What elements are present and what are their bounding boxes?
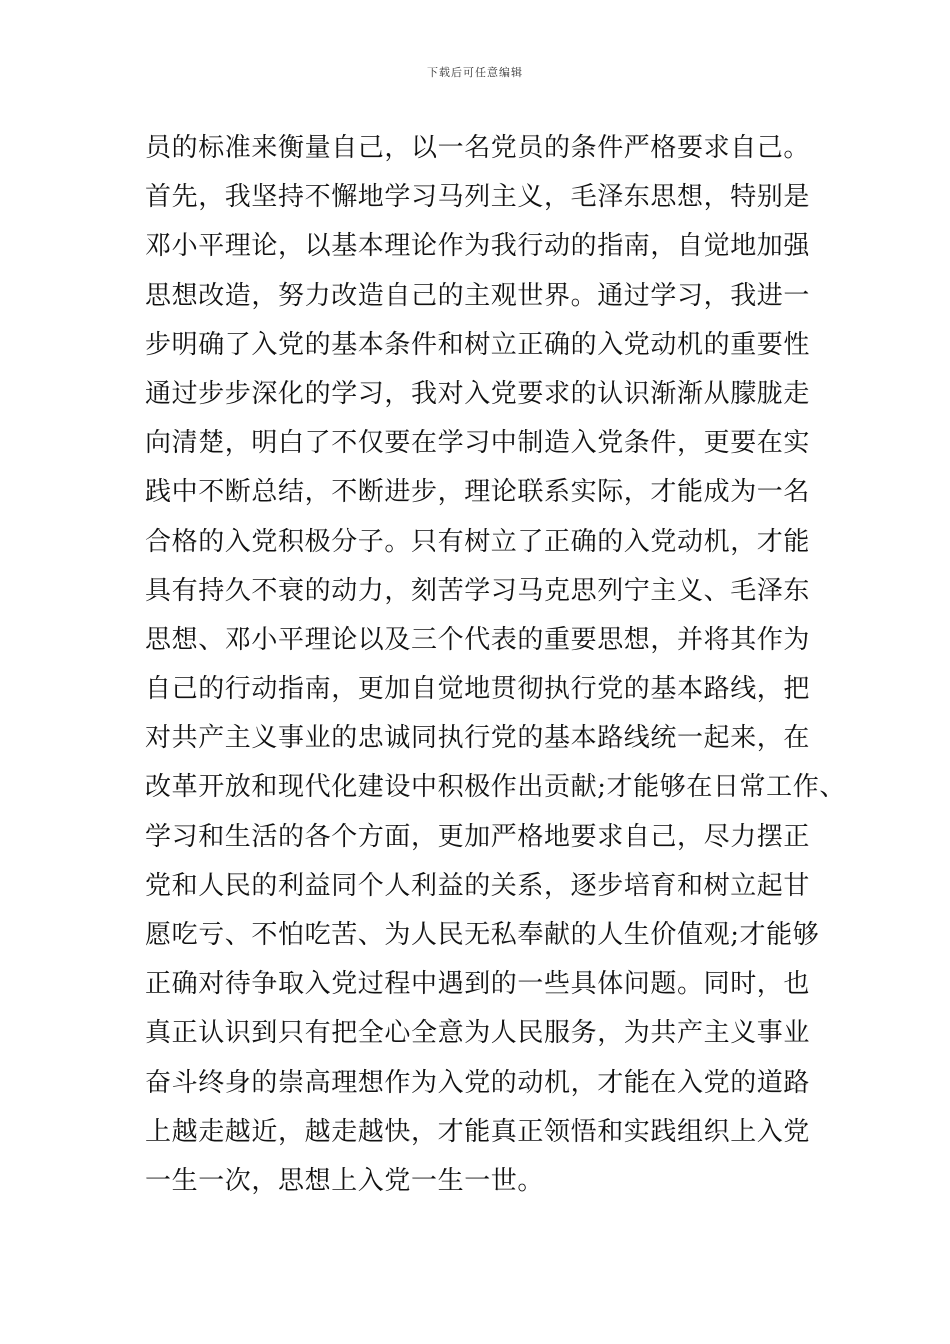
text-line: 党和人民的利益同个人利益的关系，逐步培育和树立起甘 xyxy=(145,870,811,901)
text-line: 正确对待争取入党过程中遇到的一些具体问题。同时，也 xyxy=(145,969,811,1000)
text-line: 改革开放和现代化建设中积极作出贡献;才能够在日常工作、 xyxy=(145,772,846,803)
text-line: 一生一次，思想上入党一生一世。 xyxy=(145,1165,545,1196)
text-line: 自己的行动指南，更加自觉地贯彻执行党的基本路线，把 xyxy=(145,674,811,705)
page-header: 下载后可任意编辑 xyxy=(427,66,523,79)
text-line: 学习和生活的各个方面，更加严格地要求自己，尽力摆正 xyxy=(145,821,811,852)
text-line: 思想改造，努力改造自己的主观世界。通过学习，我进一 xyxy=(145,280,811,311)
text-line: 奋斗终身的崇高理想作为入党的动机，才能在入党的道路 xyxy=(145,1067,811,1098)
text-line: 步明确了入党的基本条件和树立正确的入党动机的重要性 xyxy=(145,329,811,360)
text-line: 具有持久不衰的动力，刻苦学习马克思列宁主义、毛泽东 xyxy=(145,575,811,606)
text-line: 愿吃亏、不怕吃苦、为人民无私奉献的人生价值观;才能够 xyxy=(145,920,820,950)
text-line: 向清楚，明白了不仅要在学习中制造入党条件，更要在实 xyxy=(145,428,811,459)
text-line: 首先，我坚持不懈地学习马列主义，毛泽东思想，特别是 xyxy=(145,182,811,213)
text-line: 通过步步深化的学习，我对入党要求的认识渐渐从朦胧走 xyxy=(145,378,811,409)
text-line: 邓小平理论，以基本理论作为我行动的指南，自觉地加强 xyxy=(145,231,811,262)
text-line: 真正认识到只有把全心全意为人民服务，为共产主义事业 xyxy=(145,1018,811,1049)
text-line: 上越走越近，越走越快，才能真正领悟和实践组织上入党 xyxy=(145,1116,811,1147)
text-line: 践中不断总结，不断进步，理论联系实际，才能成为一名 xyxy=(145,477,811,508)
body-paragraph xyxy=(145,124,846,1206)
text-line: 员的标准来衡量自己，以一名党员的条件严格要求自己。 xyxy=(145,133,811,163)
text-line: 思想、邓小平理论以及三个代表的重要思想，并将其作为 xyxy=(145,624,811,655)
text-line: 合格的入党积极分子。只有树立了正确的入党动机，才能 xyxy=(145,526,811,557)
text-line: 对共产主义事业的忠诚同执行党的基本路线统一起来，在 xyxy=(145,723,811,754)
